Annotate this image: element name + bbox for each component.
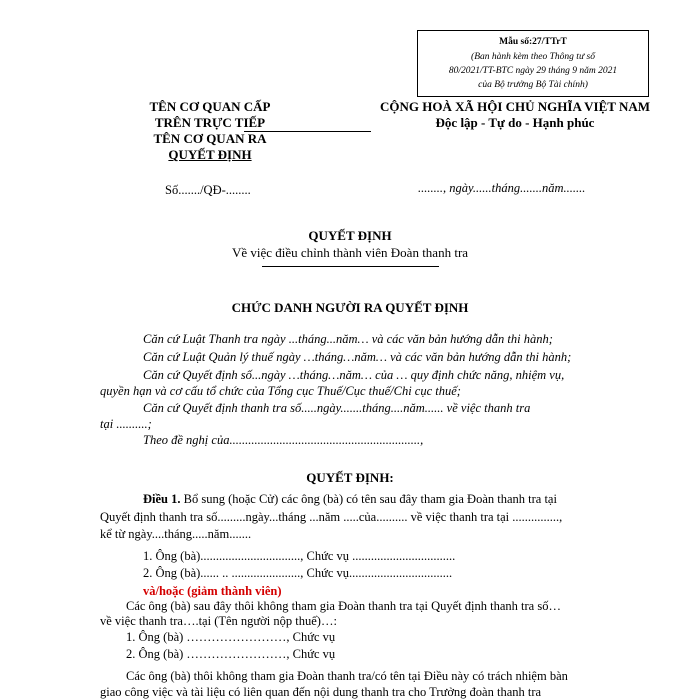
signer-title: CHỨC DANH NGƯỜI RA QUYẾT ĐỊNH (231, 300, 469, 315)
agency-superior-line-2: TRÊN TRỰC TIẾP (154, 115, 266, 130)
article-1-line-4: Các ông (bà) sau đây thôi không tham gia Đoàn thanh tra tại Quyết định thanh tra số… (126, 599, 561, 613)
article-1-line-5: về việc thanh tra….tại (Tên người nộp thuế)…: (100, 614, 337, 628)
national-title: CỘNG HOÀ XÃ HỘI CHỦ NGHĨA VIỆT NAM (379, 99, 651, 114)
article-1-text-1: Bổ sung (hoặc Cử) các ông (bà) có tên sau đây tham gia Đoàn thanh tra tại (180, 492, 557, 506)
decision-subject: Về việc điều chỉnh thành viên Đoàn thanh tra (231, 245, 469, 260)
basis-line-2: Căn cứ Luật Quản lý thuế ngày …tháng…năm… và các văn bản hướng dẫn thi hành; (143, 350, 572, 364)
title-underline (262, 266, 439, 267)
issue-date: ........, ngày......tháng.......năm....... (418, 181, 586, 195)
article-1-line-3: kể từ ngày....tháng.....năm....... (100, 527, 252, 541)
basis-line-4a: Căn cứ Quyết định thanh tra số.....ngày.......tháng....năm...... về việc thanh tra (143, 401, 531, 415)
agency-issuer-line-1: TÊN CƠ QUAN RA (153, 131, 267, 146)
basis-line-3a: Căn cứ Quyết định số...ngày …tháng…năm… của … quy định chức năng, nhiệm vụ, (143, 368, 565, 382)
article-1-line-6: Các ông (bà) thôi không tham gia Đoàn thanh tra/có tên tại Điều này có trách nhiệm bàn (126, 669, 568, 683)
basis-line-5: Theo đề nghị của............................................................., (143, 433, 424, 447)
form-note-line-1: (Ban hành kèm theo Thông tư số (471, 52, 595, 62)
added-member-2: 2. Ông (bà)...... .. ......................, Chức vụ................................. (143, 566, 453, 580)
article-1-line-1 (143, 492, 557, 507)
decision-title: QUYẾT ĐỊNH (308, 228, 392, 243)
removed-member-1: 1. Ông (bà) ……………………, Chức vụ (126, 630, 336, 644)
form-code: Mẫu số:27/TTrT (499, 37, 567, 47)
article-1-line-2: Quyết định thanh tra số.........ngày...tháng ...năm .....của.......... về việc thanh tra tại ..............., (100, 510, 563, 524)
removed-member-2: 2. Ông (bà) ……………………, Chức vụ (126, 647, 336, 661)
form-note-line-3: của Bộ trưởng Bộ Tài chính) (478, 80, 588, 90)
article-1-line-7: giao công việc và tài liệu có liên quan đến nội dung thanh tra cho Trưởng đoàn thanh tra (100, 685, 542, 699)
basis-line-4b: tại ..........; (100, 417, 152, 431)
decision-number: Số......./QĐ-........ (165, 183, 251, 197)
reduce-members-note: và/hoặc (giảm thành viên) (143, 584, 282, 598)
decide-heading: QUYẾT ĐỊNH: (306, 470, 394, 485)
national-motto: Độc lập - Tự do - Hạnh phúc (435, 115, 595, 130)
article-1-label: Điều 1. (143, 492, 181, 506)
basis-line-3b: quyền hạn và cơ cấu tổ chức của Tổng cục Thuế/Cục thuế/Chi cục thuế; (100, 384, 461, 398)
agency-superior-line-1: TÊN CƠ QUAN CẤP (149, 99, 271, 114)
added-member-1: 1. Ông (bà)................................, Chức vụ ................................. (143, 549, 456, 563)
basis-line-1: Căn cứ Luật Thanh tra ngày ...tháng...năm… và các văn bản hướng dẫn thi hành; (143, 332, 553, 346)
form-note-line-2: 80/2021/TT-BTC ngày 29 tháng 9 năm 2021 (448, 66, 618, 76)
agency-issuer-line-2: QUYẾT ĐỊNH (168, 147, 252, 162)
form-code-box (417, 30, 649, 97)
